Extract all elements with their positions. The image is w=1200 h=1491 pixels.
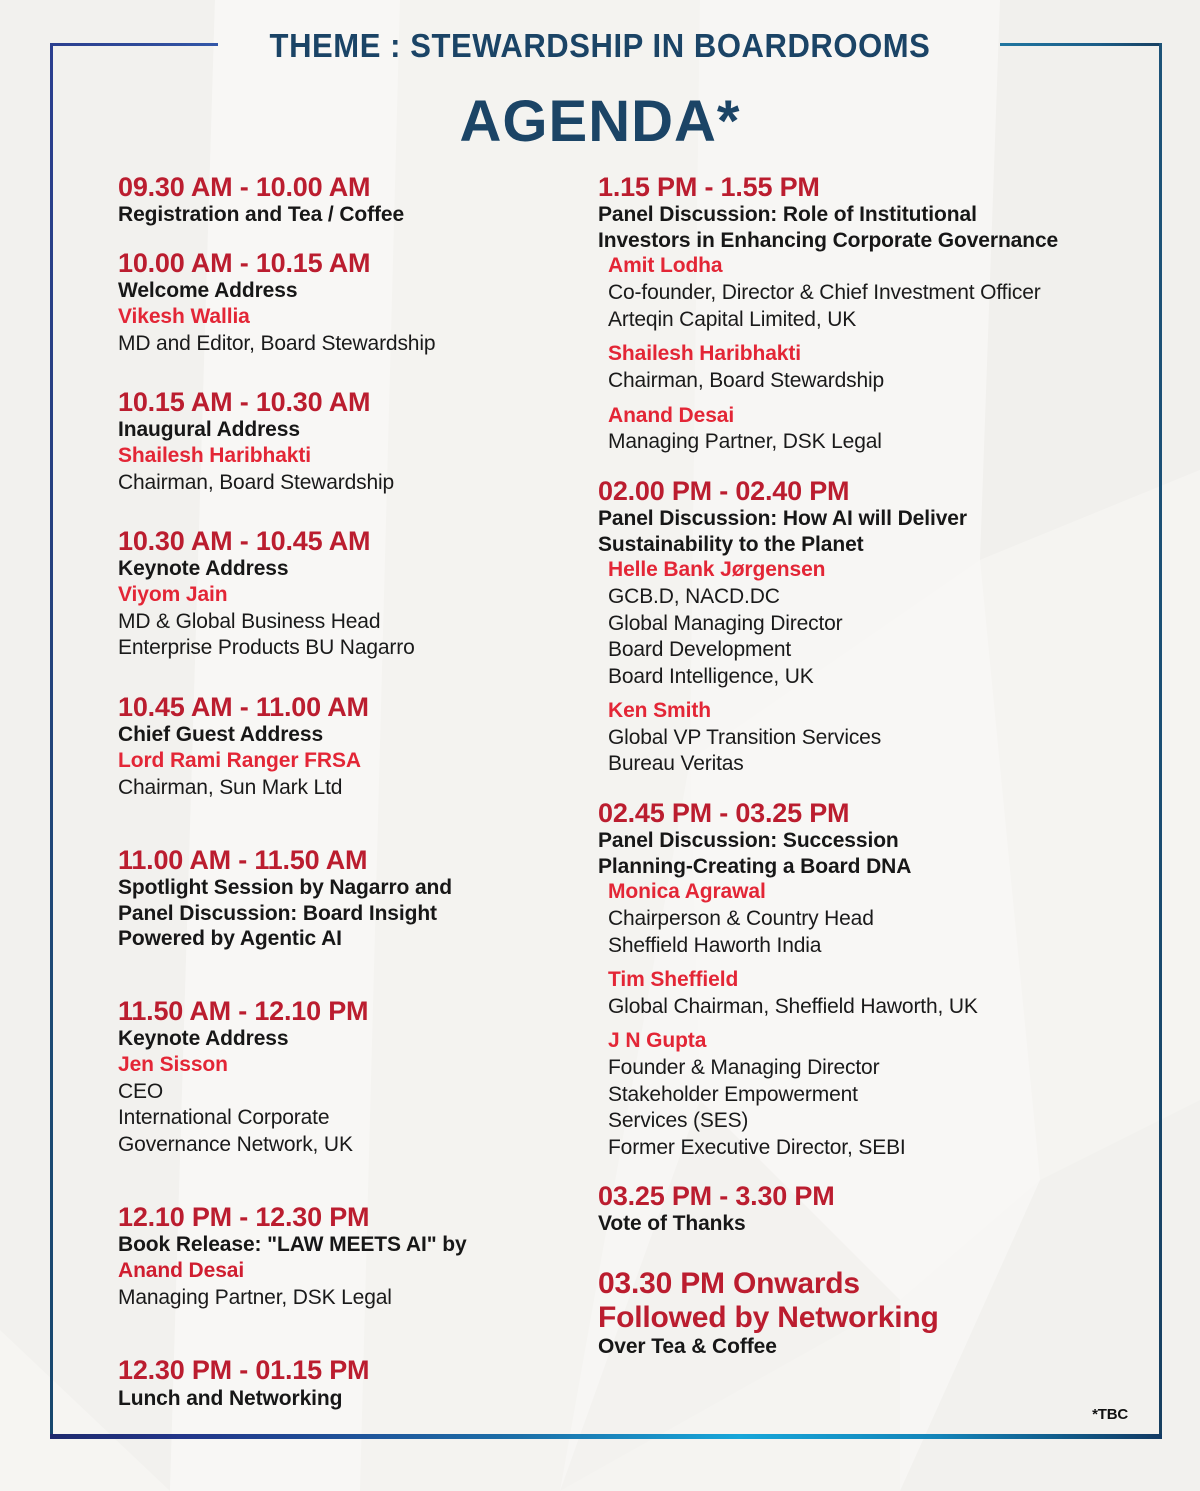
agenda-item-time [118, 1355, 598, 1385]
agenda-item-title [118, 1026, 598, 1052]
agenda-item-time [598, 476, 1158, 506]
spacer [118, 1158, 598, 1202]
speaker-name: Helle Bank Jørgensen [608, 558, 826, 582]
agenda-item-title [118, 556, 598, 582]
spacer [118, 357, 598, 387]
speaker [598, 967, 1158, 1020]
spacer [118, 1311, 598, 1355]
agenda-column-right [598, 172, 1158, 1360]
agenda-item [118, 248, 598, 357]
speaker [118, 304, 598, 357]
speaker-name: Amit Lodha [608, 254, 723, 278]
speaker-name: Jen Sisson [118, 1052, 228, 1076]
agenda-item [598, 172, 1158, 456]
spacer [118, 952, 598, 996]
agenda-item-title-line: Spotlight Session by Nagarro and [118, 876, 453, 900]
agenda-item-time [118, 692, 598, 722]
speaker-role: Board Intelligence, UK [608, 664, 814, 688]
agenda-item-title-line: Inaugural Address [118, 418, 300, 442]
agenda-item-title [118, 875, 598, 952]
agenda-item-time-line: 1.15 PM - 1.55 PM [598, 172, 820, 202]
agenda-item-time [118, 996, 598, 1026]
speaker-role: Sheffield Haworth India [608, 933, 822, 957]
agenda-item [118, 387, 598, 496]
agenda-item-time [118, 526, 598, 556]
speaker-name: J N Gupta [608, 1029, 707, 1053]
agenda-item-title [598, 828, 1158, 879]
spacer [598, 395, 1158, 403]
agenda-item-time [598, 798, 1158, 828]
agenda-item-time-line: 12.30 PM - 01.15 PM [118, 1355, 370, 1386]
speaker [118, 1052, 598, 1158]
speaker-role: Global VP Transition Services [608, 725, 882, 749]
speaker-role: Governance Network, UK [118, 1132, 353, 1156]
speaker-role: Bureau Veritas [608, 752, 744, 776]
agenda-item-title [118, 278, 598, 304]
closing-item [598, 1267, 1158, 1360]
speaker [118, 443, 598, 496]
speaker-role: Chairman, Board Stewardship [608, 369, 885, 393]
speaker-role: Global Chairman, Sheffield Haworth, UK [608, 994, 978, 1018]
agenda-item-title-line: Welcome Address [118, 279, 298, 303]
agenda-item-time-line: 02.00 PM - 02.40 PM [598, 475, 850, 506]
agenda-title: AGENDA* [459, 89, 741, 154]
speaker-role: MD & Global Business Head [118, 609, 381, 633]
agenda-item-title-line: Sustainability to the Planet [598, 532, 864, 556]
speaker-role: Board Development [608, 638, 792, 662]
agenda-item-time-line: 03.25 PM - 3.30 PM [598, 1181, 835, 1212]
agenda-item-title-line: Keynote Address [118, 1027, 289, 1051]
speaker-name: Shailesh Haribhakti [608, 342, 801, 366]
speaker [598, 698, 1158, 778]
spacer [598, 959, 1158, 967]
spacer [598, 1237, 1158, 1267]
speaker [118, 748, 598, 801]
speaker [598, 557, 1158, 690]
speaker [598, 403, 1158, 456]
agenda-item-title [598, 1211, 1158, 1237]
closing-title: Over Tea & Coffee [598, 1335, 777, 1359]
spacer [598, 1161, 1158, 1181]
agenda-item [598, 798, 1158, 1161]
agenda-item-title [598, 506, 1158, 557]
speaker-role: Chairperson & Country Head [608, 907, 874, 931]
agenda-column-left [118, 172, 598, 1411]
agenda-item-title [118, 202, 598, 228]
agenda-item-time [118, 387, 598, 417]
speaker-role: Co-founder, Director & Chief Investment Officer [608, 281, 1041, 305]
speaker [598, 341, 1158, 394]
speaker-name: Anand Desai [118, 1258, 245, 1282]
spacer [118, 496, 598, 526]
agenda-item-time [118, 1202, 598, 1232]
agenda-item-title [118, 722, 598, 748]
speaker-name: Ken Smith [608, 699, 711, 723]
speaker-name: Vikesh Wallia [118, 304, 250, 328]
speaker-role: Founder & Managing Director [608, 1056, 880, 1080]
agenda-item-time [598, 1181, 1158, 1211]
agenda-item-time [598, 172, 1158, 202]
agenda-item-title-line: Planning-Creating a Board DNA [598, 854, 912, 878]
agenda-item [118, 845, 598, 952]
spacer [118, 228, 598, 248]
speaker-role: Arteqin Capital Limited, UK [608, 307, 857, 331]
tbc-footnote: *TBC [1092, 1406, 1128, 1423]
agenda-item-title [118, 1386, 598, 1412]
theme-title: THEME : STEWARDSHIP IN BOARDROOMS [269, 27, 931, 64]
agenda-item [118, 996, 598, 1158]
speaker-role: MD and Editor, Board Stewardship [118, 331, 436, 355]
speaker-role: GCB.D, NACD.DC [608, 585, 780, 609]
agenda-item [118, 526, 598, 662]
agenda-item [118, 1202, 598, 1311]
agenda-item-time-line: 02.45 PM - 03.25 PM [598, 797, 850, 828]
spacer [598, 778, 1158, 798]
agenda-item-time-line: 10.45 AM - 11.00 AM [118, 691, 369, 722]
spacer [118, 662, 598, 692]
agenda-item [598, 476, 1158, 778]
speaker-role: Managing Partner, DSK Legal [118, 1285, 392, 1309]
agenda-item-title-line: Keynote Address [118, 557, 289, 581]
spacer [118, 801, 598, 845]
spacer [598, 456, 1158, 476]
speaker-name: Anand Desai [608, 403, 735, 427]
agenda-item [118, 692, 598, 801]
speaker-role: Former Executive Director, SEBI [608, 1135, 906, 1159]
agenda-item-title-line: Vote of Thanks [598, 1212, 746, 1236]
speaker [118, 582, 598, 662]
agenda-item-time-line: 10.15 AM - 10.30 AM [118, 387, 371, 418]
speaker-role: Global Managing Director [608, 611, 843, 635]
agenda-item-time-line: 10.00 AM - 10.15 AM [118, 247, 371, 278]
closing-time-line2: Followed by Networking [598, 1300, 939, 1334]
speaker-role: Enterprise Products BU Nagarro [118, 636, 415, 660]
speaker-role: CEO [118, 1079, 164, 1103]
agenda-item-title [118, 417, 598, 443]
agenda-item-title-line: Lunch and Networking [118, 1386, 343, 1410]
spacer [598, 333, 1158, 341]
agenda-item [118, 172, 598, 228]
agenda-item-time-line: 12.10 PM - 12.30 PM [118, 1202, 370, 1233]
agenda-item-title-line: Panel Discussion: How AI will Deliver [598, 507, 967, 531]
agenda-item-time [118, 172, 598, 202]
poster-header [0, 0, 1200, 155]
speaker-role: Services (SES) [608, 1109, 749, 1133]
agenda-item-time-line: 11.50 AM - 12.10 PM [118, 996, 369, 1027]
agenda-item-time-line: 10.30 AM - 10.45 AM [118, 526, 371, 557]
agenda-item-time [118, 248, 598, 278]
agenda-item [598, 1181, 1158, 1237]
speaker-role: Stakeholder Empowerment [608, 1082, 858, 1106]
agenda-item-title [118, 1232, 598, 1258]
agenda-item-title-line: Registration and Tea / Coffee [118, 203, 405, 227]
spacer [598, 1020, 1158, 1028]
speaker-name: Tim Sheffield [608, 968, 739, 992]
agenda-item-title-line: Panel Discussion: Role of Institutional [598, 203, 977, 227]
speaker-role: International Corporate [118, 1106, 330, 1130]
agenda-item-title [598, 202, 1158, 253]
speaker-name: Shailesh Haribhakti [118, 443, 311, 467]
speaker-name: Viyom Jain [118, 583, 228, 607]
speaker-name: Lord Rami Ranger FRSA [118, 748, 361, 772]
agenda-item-title-line: Chief Guest Address [118, 723, 324, 747]
speaker-name: Monica Agrawal [608, 880, 766, 904]
agenda-item-time [118, 845, 598, 875]
agenda-item-title-line: Book Release: "LAW MEETS AI" by [118, 1233, 467, 1257]
agenda-item-title-line: Panel Discussion: Board Insight [118, 901, 437, 925]
speaker-role: Chairman, Board Stewardship [118, 470, 395, 494]
agenda-item-time-line: 09.30 AM - 10.00 AM [118, 172, 371, 202]
speaker [118, 1258, 598, 1311]
speaker [598, 879, 1158, 959]
spacer [598, 690, 1158, 698]
speaker [598, 253, 1158, 333]
agenda-item [118, 1355, 598, 1411]
closing-time-line1: 03.30 PM Onwards [598, 1266, 860, 1300]
agenda-columns [0, 172, 1200, 1411]
agenda-item-title-line: Investors in Enhancing Corporate Governance [598, 228, 1059, 252]
agenda-item-title-line: Powered by Agentic AI [118, 927, 342, 951]
speaker [598, 1028, 1158, 1161]
agenda-item-title-line: Panel Discussion: Succession [598, 829, 899, 853]
speaker-role: Managing Partner, DSK Legal [608, 430, 882, 454]
speaker-role: Chairman, Sun Mark Ltd [118, 775, 343, 799]
agenda-item-time-line: 11.00 AM - 11.50 AM [118, 844, 368, 875]
